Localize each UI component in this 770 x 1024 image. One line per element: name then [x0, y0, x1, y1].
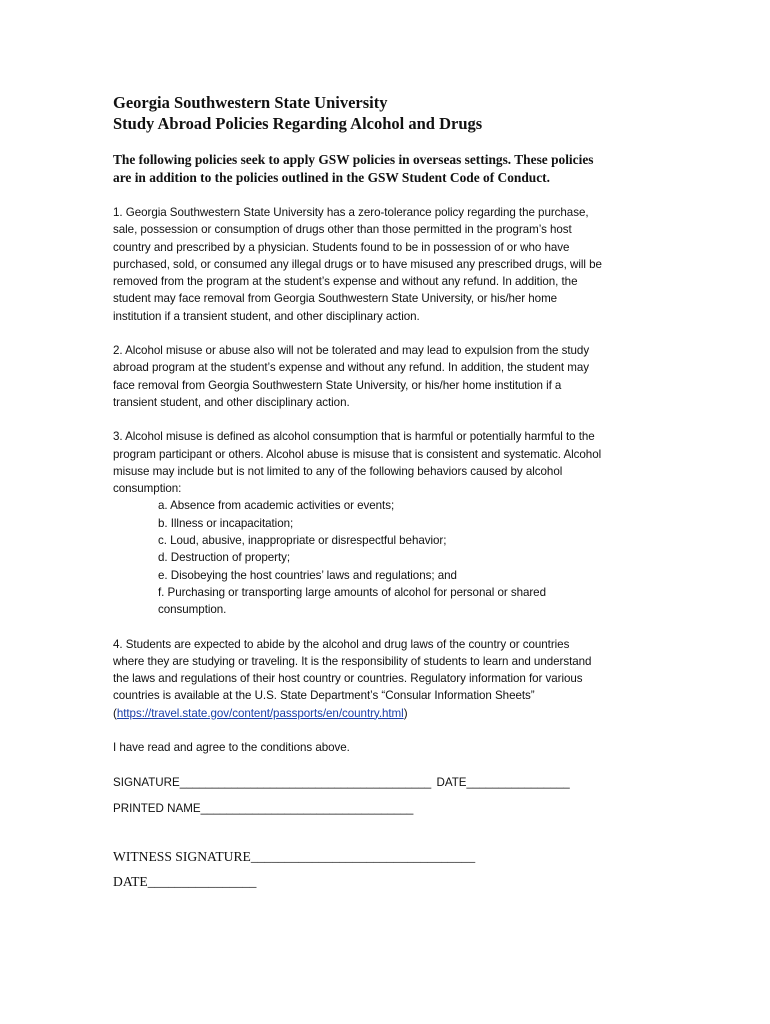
consular-info-link[interactable]: https://travel.state.gov/content/passports/en/country.html [116, 706, 404, 720]
policy-1-line: student may face removal from Georgia Southwestern State University, or his/her home [113, 292, 558, 306]
policy-4-line: where they are studying or traveling. It is the responsibility of students to learn and understand [113, 654, 592, 668]
policy-1-line: sale, possession or consumption of drugs other than those permitted in the program’s host [113, 223, 572, 237]
intro-line: are in addition to the policies outlined in the GSW Student Code of Conduct. [113, 170, 550, 185]
policy-4-link-line [113, 705, 658, 722]
printed-name-field[interactable]: PRINTED NAME_________________________________ [113, 802, 414, 816]
policy-4-line: countries is available at the U.S. State Department’s “Consular Information Sheets” [113, 689, 535, 703]
policy-1 [113, 204, 658, 325]
witness-date-field[interactable]: DATE________________ [113, 874, 257, 890]
list-item-continuation: consumption. [158, 603, 227, 617]
intro-statement [113, 151, 658, 187]
policy-4 [113, 636, 658, 722]
policy-3-line: misuse may include but is not limited to any of the following behaviors caused by alcohol [113, 464, 563, 478]
document-subtitle: Study Abroad Policies Regarding Alcohol and Drugs [113, 114, 483, 133]
policy-1-line: 1. Georgia Southwestern State University has a zero-tolerance policy regarding the purchase, [113, 206, 589, 219]
policy-1-line: institution if a transient student, and other disciplinary action. [113, 309, 420, 323]
agreement-statement: I have read and agree to the conditions above. [113, 741, 350, 755]
policy-1-line: country and prescribed by a physician. Students found to be in possession of or who have [113, 240, 570, 254]
policy-1-line: purchased, sold, or consumed any illegal drugs or to have misused any prescribed drugs, will be [113, 257, 602, 271]
policy-3-line: consumption: [113, 482, 182, 496]
list-item: e. Disobeying the host countries’ laws and regulations; and [158, 568, 457, 582]
policy-2 [113, 342, 658, 411]
policy-4-line: 4. Students are expected to abide by the alcohol and drug laws of the country or countries [113, 637, 570, 651]
date-field[interactable]: DATE________________ [436, 776, 570, 790]
policy-2-line: 2. Alcohol misuse or abuse also will not be tolerated and may lead to expulsion from the study [113, 344, 590, 358]
list-item: d. Destruction of property; [158, 551, 291, 565]
document-page [113, 92, 658, 894]
witness-signature-field[interactable]: WITNESS SIGNATURE_________________________________ [113, 849, 476, 865]
policy-3 [113, 428, 658, 618]
policy-1-line: removed from the program at the student’s expense and without any refund. In addition, the [113, 275, 578, 289]
signature-row [113, 774, 658, 791]
policy-4-line: the laws and regulations of their host country or countries. Regulatory information for various [113, 672, 583, 686]
policy-2-line: transient student, and other disciplinary action. [113, 395, 350, 409]
list-item: b. Illness or incapacitation; [158, 516, 294, 530]
list-item: a. Absence from academic activities or events; [158, 499, 395, 513]
list-item: c. Loud, abusive, inappropriate or disrespectful behavior; [158, 534, 447, 548]
university-title: Georgia Southwestern State University [113, 93, 388, 112]
policy-3-line: program participant or others. Alcohol abuse is misuse that is consistent and systematic. Alcohol [113, 447, 602, 461]
paren-open: ( [113, 706, 117, 720]
paren-close: ) [403, 706, 408, 720]
signature-field[interactable]: SIGNATURE_______________________________________ [113, 776, 432, 790]
policy-3-line: 3. Alcohol misuse is defined as alcohol consumption that is harmful or potentially harmful to the [113, 430, 595, 444]
policy-2-line: face removal from Georgia Southwestern State University, or his/her home institution if a [113, 378, 562, 392]
policy-2-line: abroad program at the student’s expense and without any refund. In addition, the student may [113, 361, 589, 375]
behavior-list [113, 497, 658, 618]
intro-line: The following policies seek to apply GSW policies in overseas settings. These policies [113, 152, 594, 167]
list-item: f. Purchasing or transporting large amounts of alcohol for personal or shared [158, 585, 546, 599]
